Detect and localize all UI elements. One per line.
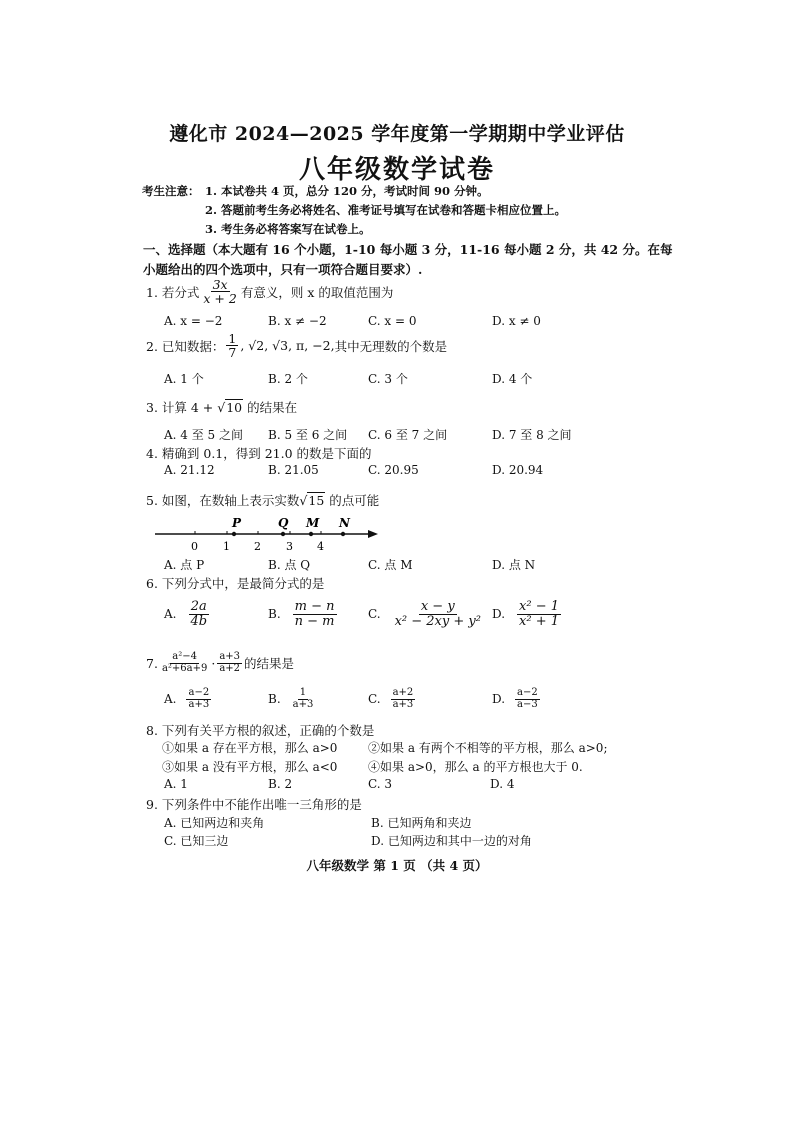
q1-numerator: 3x — [212, 277, 228, 292]
q3-prefix: 3. 计算 4 + — [146, 400, 218, 415]
q8-statement-1: ①如果 a 存在平方根，那么 a>0 — [162, 741, 338, 755]
tick-label-4: 4 — [317, 540, 324, 553]
numerator: x − y — [420, 599, 455, 614]
note-item-3: 3. 考生务必将答案写在试卷上。 — [205, 222, 371, 236]
numerator: a−2 — [188, 687, 210, 698]
multiply-dot: · — [211, 655, 216, 671]
option-fraction — [393, 600, 483, 628]
numerator: a²−4 — [172, 651, 197, 662]
q1-option-a: A. x = −2 — [164, 314, 223, 328]
q7-option-a — [164, 688, 213, 710]
numerator: m − n — [294, 599, 335, 614]
question-3 — [146, 398, 297, 416]
point-label-q: Q — [278, 516, 289, 530]
option-label: C. — [368, 607, 381, 622]
option-label: A. — [164, 692, 177, 706]
exam-subtitle: 八年级数学试卷 — [298, 155, 495, 185]
option-fraction — [188, 600, 209, 628]
point-q-dot — [281, 532, 285, 536]
denominator: a+3 — [292, 698, 314, 710]
option-label: C. — [368, 692, 381, 706]
question-9: 9. 下列条件中不能作出唯一三角形的是 — [146, 797, 362, 812]
numerator: a−2 — [517, 687, 538, 698]
point-n-dot — [341, 532, 345, 536]
q9-option-b: B. 已知两角和夹边 — [371, 816, 472, 830]
option-fraction — [515, 688, 540, 710]
q4-option-a: A. 21.12 — [164, 463, 215, 477]
denominator: x² − 2xy + y² — [394, 613, 481, 629]
q1-denominator: x + 2 — [203, 291, 237, 307]
option-fraction — [517, 600, 561, 628]
q2-fraction — [226, 332, 238, 359]
question-7 — [146, 652, 294, 674]
radical-sign: √ — [299, 493, 308, 508]
q4-option-d: D. 20.94 — [492, 463, 544, 477]
question-8: 8. 下列有关平方根的叙述，正确的个数是 — [146, 723, 375, 738]
q1-suffix: 有意义，则 x 的取值范围为 — [240, 284, 394, 300]
number-line-arrow-icon — [368, 530, 378, 538]
q5-prefix: 5. 如图，在数轴上表示实数 — [146, 493, 300, 508]
q2-option-c: C. 3 个 — [368, 372, 408, 386]
q7-suffix: 的结果是 — [244, 656, 295, 671]
q2-prefix: 2. 已知数据： — [146, 338, 225, 354]
page-footer: 八年级数学 第 1 页 （共 4 页） — [306, 858, 488, 873]
denominator: x² + 1 — [519, 613, 559, 629]
q7-prefix: 7. — [146, 655, 158, 671]
numerator: a+2 — [392, 687, 414, 698]
question-1 — [146, 278, 393, 305]
numerator: 2a — [190, 599, 207, 614]
q1-option-b: B. x ≠ −2 — [268, 314, 327, 328]
q2-suffix: 其中无理数的个数是 — [334, 338, 448, 354]
q7-fraction-1 — [160, 652, 209, 674]
option-fraction — [186, 688, 211, 710]
numerator: 1 — [299, 687, 307, 698]
q3-radicand: 10 — [226, 400, 243, 415]
q2-option-d: D. 4 个 — [492, 372, 533, 386]
q1-option-d: D. x ≠ 0 — [492, 314, 541, 328]
denominator: a²+6a+9 — [161, 662, 208, 674]
question-2 — [146, 332, 447, 359]
q8-option-b: B. 2 — [268, 777, 293, 791]
q1-fraction — [201, 278, 238, 305]
q9-option-a: A. 已知两边和夹角 — [164, 816, 265, 830]
q8-option-a: A. 1 — [164, 777, 188, 791]
q5-option-c: C. 点 M — [368, 558, 413, 572]
tick-label-3: 3 — [286, 540, 293, 553]
option-label: A. — [164, 607, 177, 622]
note-item-1: 1. 本试卷共 4 页，总分 120 分，考试时间 90 分钟。 — [205, 184, 489, 198]
q5-option-b: B. 点 Q — [268, 558, 311, 572]
q8-statement-3: ③如果 a 没有平方根，那么 a<0 — [162, 760, 338, 774]
radical-sign: √ — [217, 400, 226, 415]
denominator: a+3 — [188, 698, 210, 710]
tick-label-2: 2 — [254, 540, 261, 553]
q9-option-d: D. 已知两边和其中一边的对角 — [371, 834, 532, 848]
q8-option-c: C. 3 — [368, 777, 393, 791]
note-item-2: 2. 答题前考生务必将姓名、准考证号填写在试卷和答题卡相应位置上。 — [205, 203, 567, 217]
question-6: 6. 下列分式中，是最简分式的是 — [146, 576, 325, 591]
q6-option-d — [492, 600, 563, 628]
denominator: n − m — [294, 613, 335, 629]
q4-option-c: C. 20.95 — [368, 463, 419, 477]
section-heading-line1: 一、选择题（本大题有 16 个小题，1-10 每小题 3 分，11-16 每小题 2 分，共 42 分。在每 — [143, 242, 673, 257]
q7-option-c — [368, 688, 417, 710]
q1-option-c: C. x = 0 — [368, 314, 417, 328]
q5-option-d: D. 点 N — [492, 558, 536, 572]
tick-label-1: 1 — [223, 540, 230, 553]
q6-option-c — [368, 600, 485, 628]
numerator: a+3 — [219, 651, 241, 662]
exam-title: 遵化市 2024—2025 学年度第一学期期中学业评估 — [169, 123, 625, 145]
q2-data-list: , √2, √3, π, −2, — [240, 338, 335, 354]
q2-option-a: A. 1 个 — [164, 372, 204, 386]
option-fraction — [291, 688, 316, 710]
section-heading-line2: 小题给出的四个选项中，只有一项符合题目要求）. — [143, 262, 423, 277]
point-label-p: P — [232, 516, 242, 530]
q7-fraction-2 — [217, 652, 242, 674]
q3-option-a: A. 4 至 5 之间 — [164, 428, 244, 442]
denominator: a+2 — [219, 662, 241, 674]
denominator: a−3 — [517, 698, 538, 710]
q2-denominator: 7 — [228, 345, 237, 361]
point-p-dot — [232, 532, 236, 536]
q9-option-c: C. 已知三边 — [164, 834, 229, 848]
q6-option-a — [164, 600, 211, 628]
q3-option-d: D. 7 至 8 之间 — [492, 428, 572, 442]
point-label-n: N — [339, 516, 350, 530]
q6-option-b — [268, 600, 339, 628]
q7-option-d — [492, 688, 542, 710]
numerator: x² − 1 — [519, 599, 559, 614]
q4-option-b: B. 21.05 — [268, 463, 319, 477]
q1-prefix: 1. 若分式 — [146, 284, 200, 300]
q5-suffix: 的点可能 — [329, 493, 380, 508]
point-m-dot — [309, 532, 313, 536]
q7-option-b — [268, 688, 317, 710]
q3-option-c: C. 6 至 7 之间 — [368, 428, 448, 442]
option-label: B. — [268, 692, 281, 706]
notes-label: 考生注意： — [142, 184, 200, 198]
q2-numerator: 1 — [228, 331, 237, 346]
q8-option-d: D. 4 — [490, 777, 515, 791]
option-fraction — [391, 688, 416, 710]
question-5 — [146, 491, 379, 509]
q5-radicand: 15 — [308, 493, 325, 508]
q8-statement-4: ④如果 a>0，那么 a 的平方根也大于 0. — [368, 760, 583, 774]
q3-option-b: B. 5 至 6 之间 — [268, 428, 348, 442]
denominator: a+3 — [392, 698, 414, 710]
tick-label-0: 0 — [191, 540, 198, 553]
option-label: D. — [492, 607, 506, 622]
q5-option-a: A. 点 P — [164, 558, 205, 572]
option-fraction — [293, 600, 337, 628]
q2-option-b: B. 2 个 — [268, 372, 308, 386]
option-label: B. — [268, 607, 281, 622]
number-line-figure — [150, 512, 390, 554]
q3-suffix: 的结果在 — [247, 400, 298, 415]
denominator: 4b — [190, 613, 208, 629]
q8-statement-2: ②如果 a 有两个不相等的平方根，那么 a>0; — [368, 741, 608, 755]
point-label-m: M — [306, 516, 320, 530]
question-4: 4. 精确到 0.1，得到 21.0 的数是下面的 — [146, 446, 372, 461]
option-label: D. — [492, 692, 506, 706]
